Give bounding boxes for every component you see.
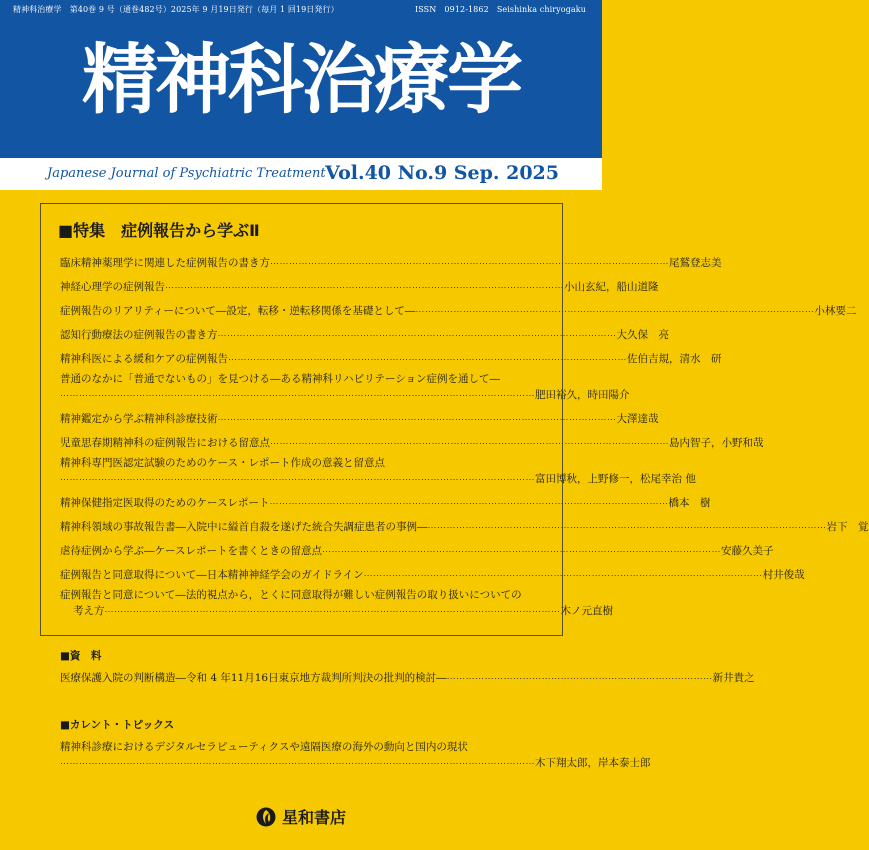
- toc-author: 村井俊哉: [762, 569, 805, 581]
- seiwa-logo-icon: [256, 807, 276, 827]
- toc-item[interactable]: [60, 519, 869, 535]
- toc-item-continued[interactable]: [60, 755, 651, 771]
- toc-title: 精神鑑定から学ぶ精神科診療技術: [60, 413, 218, 425]
- toc-item[interactable]: [60, 327, 669, 343]
- toc-author: 木下翔太郎，岸本泰士郎: [535, 757, 651, 769]
- toc-author: 新井貴之: [712, 672, 755, 684]
- issn: ISSN 0912-1862 Seishinka chiryogaku: [414, 5, 586, 14]
- toc-title: 症例報告と同意取得について―日本精神神経学会のガイドライン: [60, 569, 364, 581]
- toc-leader: ⋯⋯⋯⋯⋯⋯⋯⋯⋯⋯⋯⋯⋯⋯⋯⋯⋯⋯⋯⋯⋯⋯⋯⋯⋯⋯⋯⋯: [446, 674, 713, 684]
- toc-leader: ⋯⋯⋯⋯⋯⋯⋯⋯⋯⋯⋯⋯⋯⋯⋯⋯⋯⋯⋯⋯⋯⋯⋯⋯⋯⋯⋯⋯⋯⋯⋯⋯⋯⋯⋯⋯⋯⋯⋯⋯⋯⋯⋯⋯⋯⋯⋯⋯: [104, 607, 561, 617]
- toc-title: 精神科領域の事故報告書―入院中に縊首自殺を遂げた統合失調症患者の事例―: [60, 521, 428, 533]
- materials-heading: ■資 料: [60, 650, 102, 662]
- toc-title: 精神科医による緩和ケアの症例報告: [60, 353, 228, 365]
- toc-leader: ⋯⋯⋯⋯⋯⋯⋯⋯⋯⋯⋯⋯⋯⋯⋯⋯⋯⋯⋯⋯⋯⋯⋯⋯⋯⋯⋯⋯⋯⋯⋯⋯⋯⋯⋯⋯⋯⋯⋯⋯⋯⋯⋯⋯⋯⋯⋯⋯⋯⋯: [60, 475, 535, 485]
- toc-author: 尾鷲登志美: [669, 257, 722, 269]
- toc-author: 小山玄紀，船山道隆: [564, 281, 659, 293]
- toc-item-continued[interactable]: [60, 603, 613, 619]
- toc-item[interactable]: [60, 279, 659, 295]
- special-feature-heading: [58, 218, 260, 241]
- special-title: 症例報告から学ぶⅡ: [121, 221, 260, 240]
- toc-leader: ⋯⋯⋯⋯⋯⋯⋯⋯⋯⋯⋯⋯⋯⋯⋯⋯⋯⋯⋯⋯⋯⋯⋯⋯⋯⋯⋯⋯⋯⋯⋯⋯⋯⋯⋯⋯⋯⋯⋯⋯⋯⋯: [415, 307, 815, 317]
- toc-author: 木ノ元直樹: [560, 605, 613, 617]
- toc-author: 富田博秋，上野修一，松尾幸治 他: [535, 473, 696, 485]
- toc-title: 精神科診療におけるデジタルセラピューティクスや遠隔医療の海外の動向と国内の現状: [60, 741, 468, 753]
- toc-leader: ⋯⋯⋯⋯⋯⋯⋯⋯⋯⋯⋯⋯⋯⋯⋯⋯⋯⋯⋯⋯⋯⋯⋯⋯⋯⋯⋯⋯⋯⋯⋯⋯⋯⋯⋯⋯⋯⋯⋯⋯⋯⋯⋯⋯⋯⋯⋯⋯⋯⋯: [60, 391, 535, 401]
- toc-author: 小林要二: [814, 305, 857, 317]
- toc-item[interactable]: [60, 543, 774, 559]
- toc-author: 肥田裕久，時田陽介: [535, 389, 630, 401]
- toc-item-continued[interactable]: [60, 471, 696, 487]
- toc-title: 児童思春期精神科の症例報告における留意点: [60, 437, 270, 449]
- toc-author: 安藤久美子: [720, 545, 774, 557]
- toc-leader: ⋯⋯⋯⋯⋯⋯⋯⋯⋯⋯⋯⋯⋯⋯⋯⋯⋯⋯⋯⋯⋯⋯⋯⋯⋯⋯⋯⋯⋯⋯⋯⋯⋯⋯⋯⋯⋯⋯⋯⋯⋯⋯⋯⋯⋯⋯⋯⋯⋯⋯: [60, 759, 535, 769]
- special-label: ■特集: [58, 221, 106, 240]
- toc-leader: ⋯⋯⋯⋯⋯⋯⋯⋯⋯⋯⋯⋯⋯⋯⋯⋯⋯⋯⋯⋯⋯⋯⋯⋯⋯⋯⋯⋯⋯⋯⋯⋯⋯⋯⋯⋯⋯⋯⋯⋯⋯⋯: [228, 355, 627, 365]
- toc-author: 大澤達哉: [616, 413, 659, 425]
- toc-title: 症例報告と同意について―法的視点から，とくに同意取得が難しい症例報告の取り扱いについての: [60, 589, 522, 601]
- toc-item[interactable]: [60, 351, 722, 367]
- topics-heading: ■カレント・トピックス: [60, 719, 175, 731]
- toc-title: 症例報告のリアリティーについて―設定，転移・逆転移関係を基礎として―: [60, 305, 416, 317]
- toc-leader: ⋯⋯⋯⋯⋯⋯⋯⋯⋯⋯⋯⋯⋯⋯⋯⋯⋯⋯⋯⋯⋯⋯⋯⋯⋯⋯⋯⋯⋯⋯⋯⋯⋯⋯⋯⋯⋯⋯⋯⋯⋯⋯: [217, 415, 617, 425]
- toc-title: 臨床精神薬理学に関連した症例報告の書き方: [60, 257, 270, 269]
- toc-leader: ⋯⋯⋯⋯⋯⋯⋯⋯⋯⋯⋯⋯⋯⋯⋯⋯⋯⋯⋯⋯⋯⋯⋯⋯⋯⋯⋯⋯⋯⋯⋯⋯⋯⋯⋯⋯⋯⋯⋯⋯⋯⋯: [427, 523, 827, 533]
- toc-author: 大久保 亮: [616, 329, 669, 341]
- toc-leader: ⋯⋯⋯⋯⋯⋯⋯⋯⋯⋯⋯⋯⋯⋯⋯⋯⋯⋯⋯⋯⋯⋯⋯⋯⋯⋯⋯⋯⋯⋯⋯⋯⋯⋯⋯⋯⋯⋯⋯⋯⋯⋯: [165, 283, 564, 293]
- toc-author: 島内智子，小野和哉: [669, 437, 764, 449]
- toc-title: 精神保健指定医取得のためのケースレポート: [60, 497, 270, 509]
- toc-leader: ⋯⋯⋯⋯⋯⋯⋯⋯⋯⋯⋯⋯⋯⋯⋯⋯⋯⋯⋯⋯⋯⋯⋯⋯⋯⋯⋯⋯⋯⋯⋯⋯⋯⋯⋯⋯⋯⋯⋯⋯⋯⋯: [363, 571, 763, 581]
- toc-leader: ⋯⋯⋯⋯⋯⋯⋯⋯⋯⋯⋯⋯⋯⋯⋯⋯⋯⋯⋯⋯⋯⋯⋯⋯⋯⋯⋯⋯⋯⋯⋯⋯⋯⋯⋯⋯⋯⋯⋯⋯⋯⋯: [270, 259, 669, 269]
- toc-title: 考え方: [73, 605, 105, 617]
- toc-author: 橋本 樹: [668, 497, 711, 509]
- toc-item[interactable]: [60, 303, 857, 319]
- toc-leader: ⋯⋯⋯⋯⋯⋯⋯⋯⋯⋯⋯⋯⋯⋯⋯⋯⋯⋯⋯⋯⋯⋯⋯⋯⋯⋯⋯⋯⋯⋯⋯⋯⋯⋯⋯⋯⋯⋯⋯⋯⋯⋯: [270, 439, 669, 449]
- toc-title: 神経心理学の症例報告: [60, 281, 165, 293]
- issue-meta: 精神科治療学 第40巻 9 号（通巻482号）2025年 9 月19日発行（毎月 1 回19日発行）: [13, 5, 339, 14]
- toc-leader: ⋯⋯⋯⋯⋯⋯⋯⋯⋯⋯⋯⋯⋯⋯⋯⋯⋯⋯⋯⋯⋯⋯⋯⋯⋯⋯⋯⋯⋯⋯⋯⋯⋯⋯⋯⋯⋯⋯⋯⋯⋯⋯: [217, 331, 617, 341]
- toc-title: 認知行動療法の症例報告の書き方: [60, 329, 218, 341]
- toc-item[interactable]: [60, 255, 722, 271]
- toc-leader: ⋯⋯⋯⋯⋯⋯⋯⋯⋯⋯⋯⋯⋯⋯⋯⋯⋯⋯⋯⋯⋯⋯⋯⋯⋯⋯⋯⋯⋯⋯⋯⋯⋯⋯⋯⋯⋯⋯⋯⋯⋯⋯: [269, 499, 669, 509]
- toc-item[interactable]: [60, 455, 547, 471]
- toc-leader: ⋯⋯⋯⋯⋯⋯⋯⋯⋯⋯⋯⋯⋯⋯⋯⋯⋯⋯⋯⋯⋯⋯⋯⋯⋯⋯⋯⋯⋯⋯⋯⋯⋯⋯⋯⋯⋯⋯⋯⋯⋯⋯: [321, 547, 721, 557]
- journal-english-title: Japanese Journal of Psychiatric Treatment: [47, 166, 326, 181]
- toc-title: 普通のなかに「普通でないもの」を見つける―ある精神科リハビリテーション症例を通して―: [60, 373, 501, 385]
- toc-author: 佐伯吉規，清水 研: [627, 353, 722, 365]
- toc-item[interactable]: [60, 411, 659, 427]
- volume-info: Vol.40 No.9 Sep. 2025: [325, 162, 559, 184]
- toc-item[interactable]: [60, 587, 547, 603]
- toc-item[interactable]: [60, 739, 547, 755]
- publisher-name: 星和書店: [281, 808, 346, 827]
- toc-title: 虐待症例から学ぶ―ケースレポートを書くときの留意点: [60, 545, 322, 557]
- header-band: [0, 0, 602, 158]
- toc-item[interactable]: [60, 495, 711, 511]
- toc-item-continued[interactable]: [60, 387, 630, 403]
- journal-title: 精神科治療学: [82, 35, 520, 124]
- toc-item[interactable]: [60, 670, 755, 686]
- toc-item[interactable]: [60, 567, 805, 583]
- toc-item[interactable]: [60, 371, 547, 387]
- toc-author: 岩下 覚: [826, 521, 869, 533]
- toc-title: 精神科専門医認定試験のためのケース・レポート作成の意義と留意点: [60, 457, 385, 469]
- toc-item[interactable]: [60, 435, 764, 451]
- publisher: [0, 805, 602, 828]
- toc-title: 医療保護入院の判断構造―令和 4 年11月16日東京地方裁判所判決の批判的検討―: [60, 672, 447, 684]
